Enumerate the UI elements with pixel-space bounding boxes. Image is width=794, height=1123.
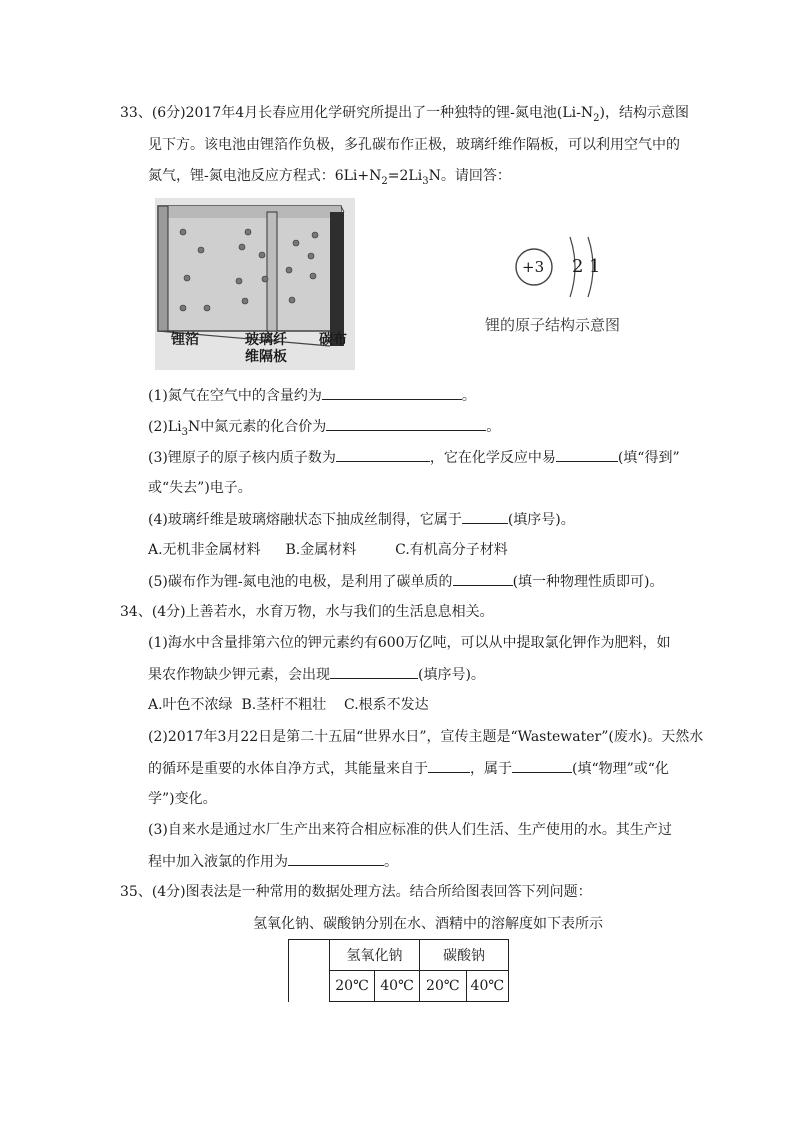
q34-sub2-line3: 学”)变化。 — [148, 791, 217, 807]
q34-sub2-line1: (2)2017年3月22日是第二十五届“世界水日”，宣传主题是“Wastewater”(废水)。天然水 — [148, 729, 704, 745]
table-header-naoh: 氢氧化钠 — [330, 940, 420, 971]
lithium-atom-diagram — [500, 225, 620, 305]
q33-sub4: (4)玻璃纤维是玻璃熔融状态下抽成丝制得，它属于 (填序号)。 — [148, 509, 575, 530]
q33-line2: 见下方。该电池由锂箔作负极，多孔碳布作正极，玻璃纤维作隔板，可以利用空气中的 — [148, 137, 680, 153]
atom-nucleus: +3 — [522, 258, 545, 276]
battery-diagram — [155, 198, 355, 370]
q35-table-caption: 氢氧化钠、碳酸钠分别在水、酒精中的溶解度如下表所示 — [253, 916, 603, 932]
answer-blank-q33-4[interactable] — [462, 509, 508, 524]
answer-blank-q33-3b[interactable] — [556, 447, 618, 462]
atom-shells-illustration — [500, 225, 620, 305]
label-glass-fiber-2: 维隔板 — [245, 349, 287, 365]
q33-sub2: $(2)Li_3N$中氮元素的化合价为 。 — [148, 416, 500, 437]
q34-sub3-line1: (3)自来水是通过水厂生产出来符合相应标准的供人们生活、生产使用的水。其生产过 — [148, 822, 672, 838]
answer-blank-q34-3[interactable] — [288, 851, 384, 866]
answer-blank-q33-1[interactable] — [322, 385, 462, 400]
atom-shell-1: 2 — [572, 256, 584, 277]
answer-blank-q34-1[interactable] — [330, 664, 418, 679]
q33-sub5: (5)碳布作为锂-氮电池的电极，是利用了碳单质的 (填一种物理性质即可)。 — [148, 571, 664, 592]
q34-sub1-line1: (1)海水中含量排第六位的钾元素约有600万亿吨，可以从中提取氯化钾作为肥料，如 — [148, 635, 671, 651]
q33-options — [148, 540, 508, 560]
q35-intro: 35、(4分)图表法是一种常用的数据处理方法。结合所给图表回答下列问题： — [120, 884, 592, 900]
atom-shell-2: 1 — [589, 256, 601, 277]
answer-blank-q33-3a[interactable] — [336, 447, 430, 462]
q33-sub3: (3)锂原子的原子核内质子数为 ，它在化学反应中易 (填“得到” — [148, 447, 680, 468]
q34-options: A.叶色不浓绿 B.茎杆不粗壮 C.根系不发达 — [148, 697, 429, 713]
q34-sub2-line2: 的循环是重要的水体自净方式，其能量来自于 ，属于 (填“物理”或“化 — [148, 758, 669, 779]
q34-sub1-line2: 果农作物缺少钾元素，会出现 (填序号)。 — [148, 664, 485, 685]
table-subheader: 20℃ — [330, 971, 375, 1002]
atom-caption: 锂的原子结构示意图 — [485, 316, 621, 334]
table-corner-cell — [289, 940, 330, 1002]
table-subheader: 40℃ — [466, 971, 508, 1002]
table-header-na2co3: 碳酸钠 — [420, 940, 509, 971]
solubility-table — [288, 939, 509, 1002]
label-glass-fiber-1: 玻璃纤 — [245, 332, 287, 348]
label-lithium-foil: 锂箔 — [171, 332, 199, 348]
answer-blank-q33-2[interactable] — [326, 416, 486, 431]
q33-line1: 33、(6分)2017年4月长春应用化学研究所提出了一种独特的锂-氮电池$(Li-N_2)$，结构示意图 — [120, 105, 689, 124]
answer-blank-q34-2a[interactable] — [428, 758, 470, 773]
q34-sub3-line2: 程中加入液氯的作用为 。 — [148, 851, 398, 872]
q34-intro: 34、(4分)上善若水，水育万物，水与我们的生活息息相关。 — [120, 604, 494, 620]
table-subheader: 20℃ — [420, 971, 467, 1002]
q33-line3: 氮气，锂-氮电池反应方程式：$6Li+N_2=2Li_3N$。请回答： — [148, 168, 511, 187]
label-carbon-cloth: 碳布 — [319, 332, 347, 348]
q33-sub3-line2: 或“失去”)电子。 — [148, 480, 252, 496]
answer-blank-q34-2b[interactable] — [512, 758, 572, 773]
option-c: C.有机高分子材料 — [395, 542, 508, 558]
option-b: B.金属材料 — [285, 542, 357, 558]
option-a: A.无机非金属材料 — [148, 542, 261, 558]
table-subheader: 40℃ — [375, 971, 420, 1002]
q33-sub1: (1)氮气在空气中的含量约为 。 — [148, 385, 476, 406]
answer-blank-q33-5[interactable] — [453, 571, 513, 586]
